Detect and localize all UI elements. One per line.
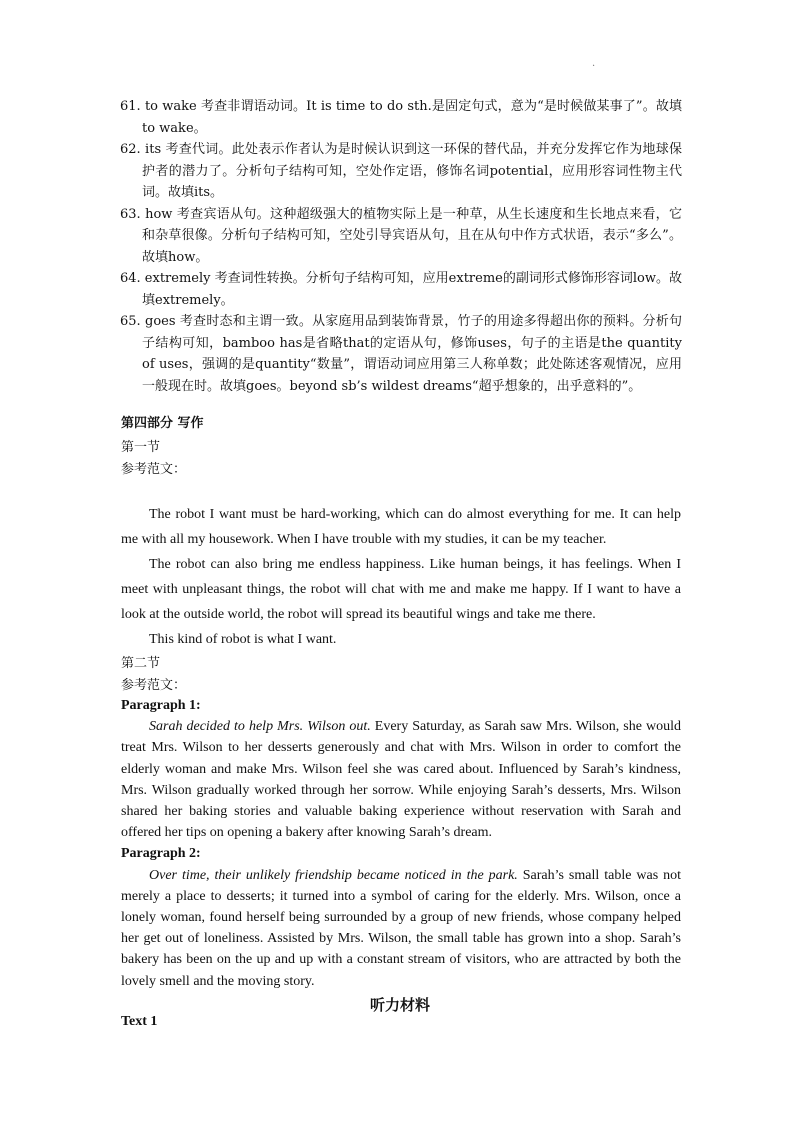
paragraph2-lead: Over time, their unlikely friendship became noticed in the park. — [149, 867, 518, 883]
answer-item: 63. how 考查宾语从句。这种超级强大的植物实际上是一种草，从生长速度和生长地点来看，它和杂草很像。分析句子结构可知，空处引导宾语从句，且在从句中作方式状语，表示“多么”。故填how。 — [120, 206, 682, 265]
essay-paragraph: The robot I want must be hard-working, which can do almost everything for me. It can help me with all my housework. When I have trouble with my studies, it can be my teacher. — [121, 507, 681, 547]
ref1-label: 参考范文： — [121, 462, 187, 477]
listening-title: 听力材料 — [369, 996, 430, 1014]
section1-label: 第一节 — [121, 440, 161, 455]
page-mark: . — [592, 58, 596, 69]
story-paragraph-2 — [121, 865, 681, 992]
ref2-label: 参考范文： — [121, 678, 187, 693]
answer-item: 64. extremely 考查词性转换。分析句子结构可知，应用extreme的副词形式修饰形容词low。故填extremely。 — [120, 271, 682, 308]
paragraph2-heading: Paragraph 2: — [121, 846, 201, 862]
essay-1 — [121, 502, 681, 652]
answer-item: 62. its 考查代词。此处表示作者认为是时候认识到这一环保的替代品，并充分发挥它作为地球保护者的潜力了。分析句子结构可知，空处作定语，修饰名词potential，应用形容词性物主代词。故填its。 — [120, 142, 682, 200]
part4-title: 第四部分 写作 — [121, 416, 204, 431]
paragraph1-lead: Sarah decided to help Mrs. Wilson out. — [149, 719, 371, 735]
essay-paragraph: This kind of robot is what I want. — [149, 632, 337, 647]
paragraph2-body: Sarah’s small table was not merely a place to desserts; it turned into a symbol of caring for the elderly. Mrs. Wilson, once a lonely woman, found herself being surrounded by a group of new friends, whose company helped her get out of loneliness. Assisted by Mrs. Wilson, the small table has grown into a shop. Sarah’s bakery has been on the up and up with a constant stream of visitors, who are attracted by both the lovely smell and the moving story. — [121, 867, 681, 989]
answer-list — [120, 96, 682, 397]
paragraph1-heading: Paragraph 1: — [121, 698, 201, 713]
answer-item: 65. goes 考查时态和主谓一致。从家庭用品到装饰背景，竹子的用途多得超出你的预料。分析句子结构可知，bamboo has是省略that的定语从句，修饰uses，句子的主语是the quantity of uses，强调的是quantity“数量”，谓语动词应用第三人称单数；此处陈述客观情况，应用一般现在时。故填goes。beyond sb’s wildest dreams“超乎想象的，出乎意料的”。 — [120, 314, 682, 394]
paragraph1-body: Every Saturday, as Sarah saw Mrs. Wilson, she would treat Mrs. Wilson to her desserts generously and chat with Mrs. Wilson in order to comfort the elderly woman and make Mrs. Wilson feel she was cared about. Influenced by Sarah’s kindness, Mrs. Wilson gradually worked through her sorrow. While enjoying Sarah’s desserts, Mrs. Wilson shared her baking stories and valuable baking experience without reservation with Sarah and offered her tips on opening a bakery after knowing Sarah’s dream. — [121, 719, 681, 841]
continuation-story — [121, 695, 681, 992]
essay-paragraph: The robot can also bring me endless happiness. Like human beings, it has feelings. When I meet with unpleasant things, the robot will chat with me and make me happy. If I want to have a look at the outside world, the robot will spread its beautiful wings and take me there. — [121, 557, 681, 622]
story-paragraph-1 — [121, 716, 681, 843]
section2-label: 第二节 — [121, 656, 161, 671]
answer-item: 61. to wake 考查非谓语动词。It is time to do sth.是固定句式，意为“是时候做某事了”。故填to wake。 — [120, 99, 682, 136]
text1-heading: Text 1 — [121, 1014, 158, 1029]
